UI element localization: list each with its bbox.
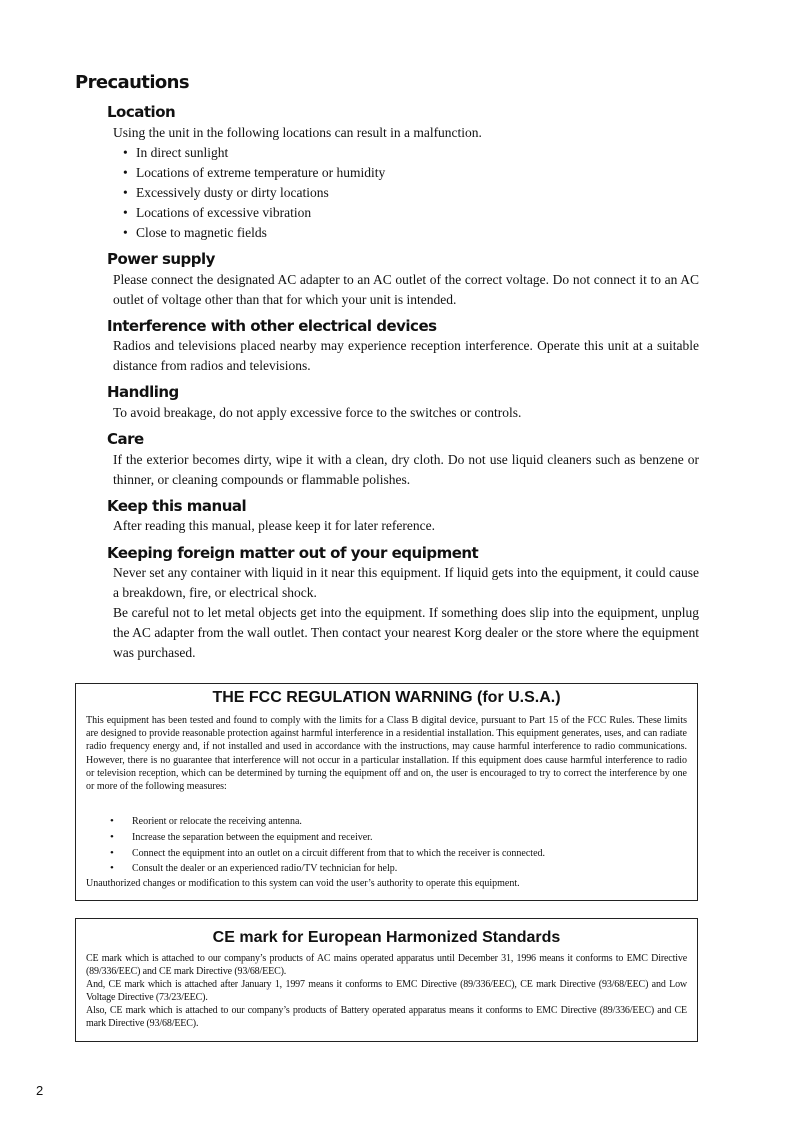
fcc-closing: Unauthorized changes or modification to this system can void the user’s authority to operate this equipment. [86,878,520,889]
fcc-title: THE FCC REGULATION WARNING (for U.S.A.) [212,689,561,706]
page-number: 2 [36,1083,44,1098]
list-item: • Increase the separation between the equipment and receiver. [110,830,545,846]
power-text: Please connect the designated AC adapter to an AC outlet of the correct voltage. Do not connect it to an AC outlet of voltage other than that for which your unit is intended. [113,272,699,307]
list-item: • Consult the dealer or an experienced radio/TV technician for help. [110,861,545,877]
handling-text: To avoid breakage, do not apply excessive force to the switches or controls. [113,405,522,420]
power-heading: Power supply [107,250,215,268]
foreign-matter-heading: Keeping foreign matter out of your equipment [107,544,479,562]
manual-heading: Keep this manual [107,497,247,515]
list-item: • Locations of excessive vibration [123,203,385,223]
fcc-warning-box [75,683,698,901]
page-title: Precautions [75,72,189,93]
ce-title: CE mark for European Harmonized Standards [212,929,561,946]
ce-paragraph-3: Also, CE mark which is attached to our company’s products of Battery operated apparatus means it conforms to EMC Directive (89/336/EEC) and CE mark Directive (93/68/EEC). [86,1005,687,1030]
list-item: • Reorient or relocate the receiving antenna. [110,814,545,830]
ce-paragraph-1: CE mark which is attached to our company’s products of AC mains operated apparatus until December 31, 1996 means it conforms to EMC Directive (89/336/EEC) and CE mark Directive (93/68/EEC). [86,953,687,978]
list-item: • Locations of extreme temperature or humidity [123,163,385,183]
care-text: If the exterior becomes dirty, wipe it with a clean, dry cloth. Do not use liquid cleaners such as benzene or thinner, or cleaning compounds or flammable polishes. [113,452,699,487]
fcc-text: This equipment has been tested and found to comply with the limits for a Class B digital device, pursuant to Part 15 of the FCC Rules. These limits are designed to provide reasonable protection against harmful interference in a residential installation. This equipment generates, uses, and can radiate radio frequency energy and, if not installed and used in accordance with the instructions, may cause harmful interference to radio communications. However, there is no guarantee that interference will not occur in a particular installation. If this equipment does cause harmful interference to radio or television reception, which can be determined by turning the equipment off and on, the user is encouraged to try to correct the interference by one or more of the following measures: [86,715,687,793]
fcc-measures-list [110,814,545,877]
handling-heading: Handling [107,383,179,401]
list-item: • Close to magnetic fields [123,223,385,243]
list-item: • In direct sunlight [123,143,385,163]
ce-paragraph-2: And, CE mark which is attached after January 1, 1997 means it conforms to EMC Directive (89/336/EEC), CE mark Directive (93/68/EEC) and Low Voltage Directive (73/23/EEC). [86,979,687,1004]
location-intro: Using the unit in the following locations can result in a malfunction. [113,125,482,140]
location-heading: Location [107,103,176,121]
ce-mark-box [75,918,698,1042]
interference-heading: Interference with other electrical devices [107,317,437,335]
interference-text: Radios and televisions placed nearby may experience reception interference. Operate this unit at a suitable distance from radios and televisions. [113,338,699,373]
care-heading: Care [107,430,144,448]
list-item: • Connect the equipment into an outlet on a circuit different from that to which the receiver is connected. [110,846,545,862]
location-list [123,143,385,243]
manual-text: After reading this manual, please keep it for later reference. [113,518,435,533]
foreign-matter-text-1: Never set any container with liquid in it near this equipment. If liquid gets into the equipment, it could cause a breakdown, fire, or electrical shock. [113,565,699,600]
list-item: • Excessively dusty or dirty locations [123,183,385,203]
foreign-matter-text-2: Be careful not to let metal objects get into the equipment. If something does slip into the equipment, unplug the AC adapter from the wall outlet. Then contact your nearest Korg dealer or the store where the equipment was purchased. [113,605,699,660]
